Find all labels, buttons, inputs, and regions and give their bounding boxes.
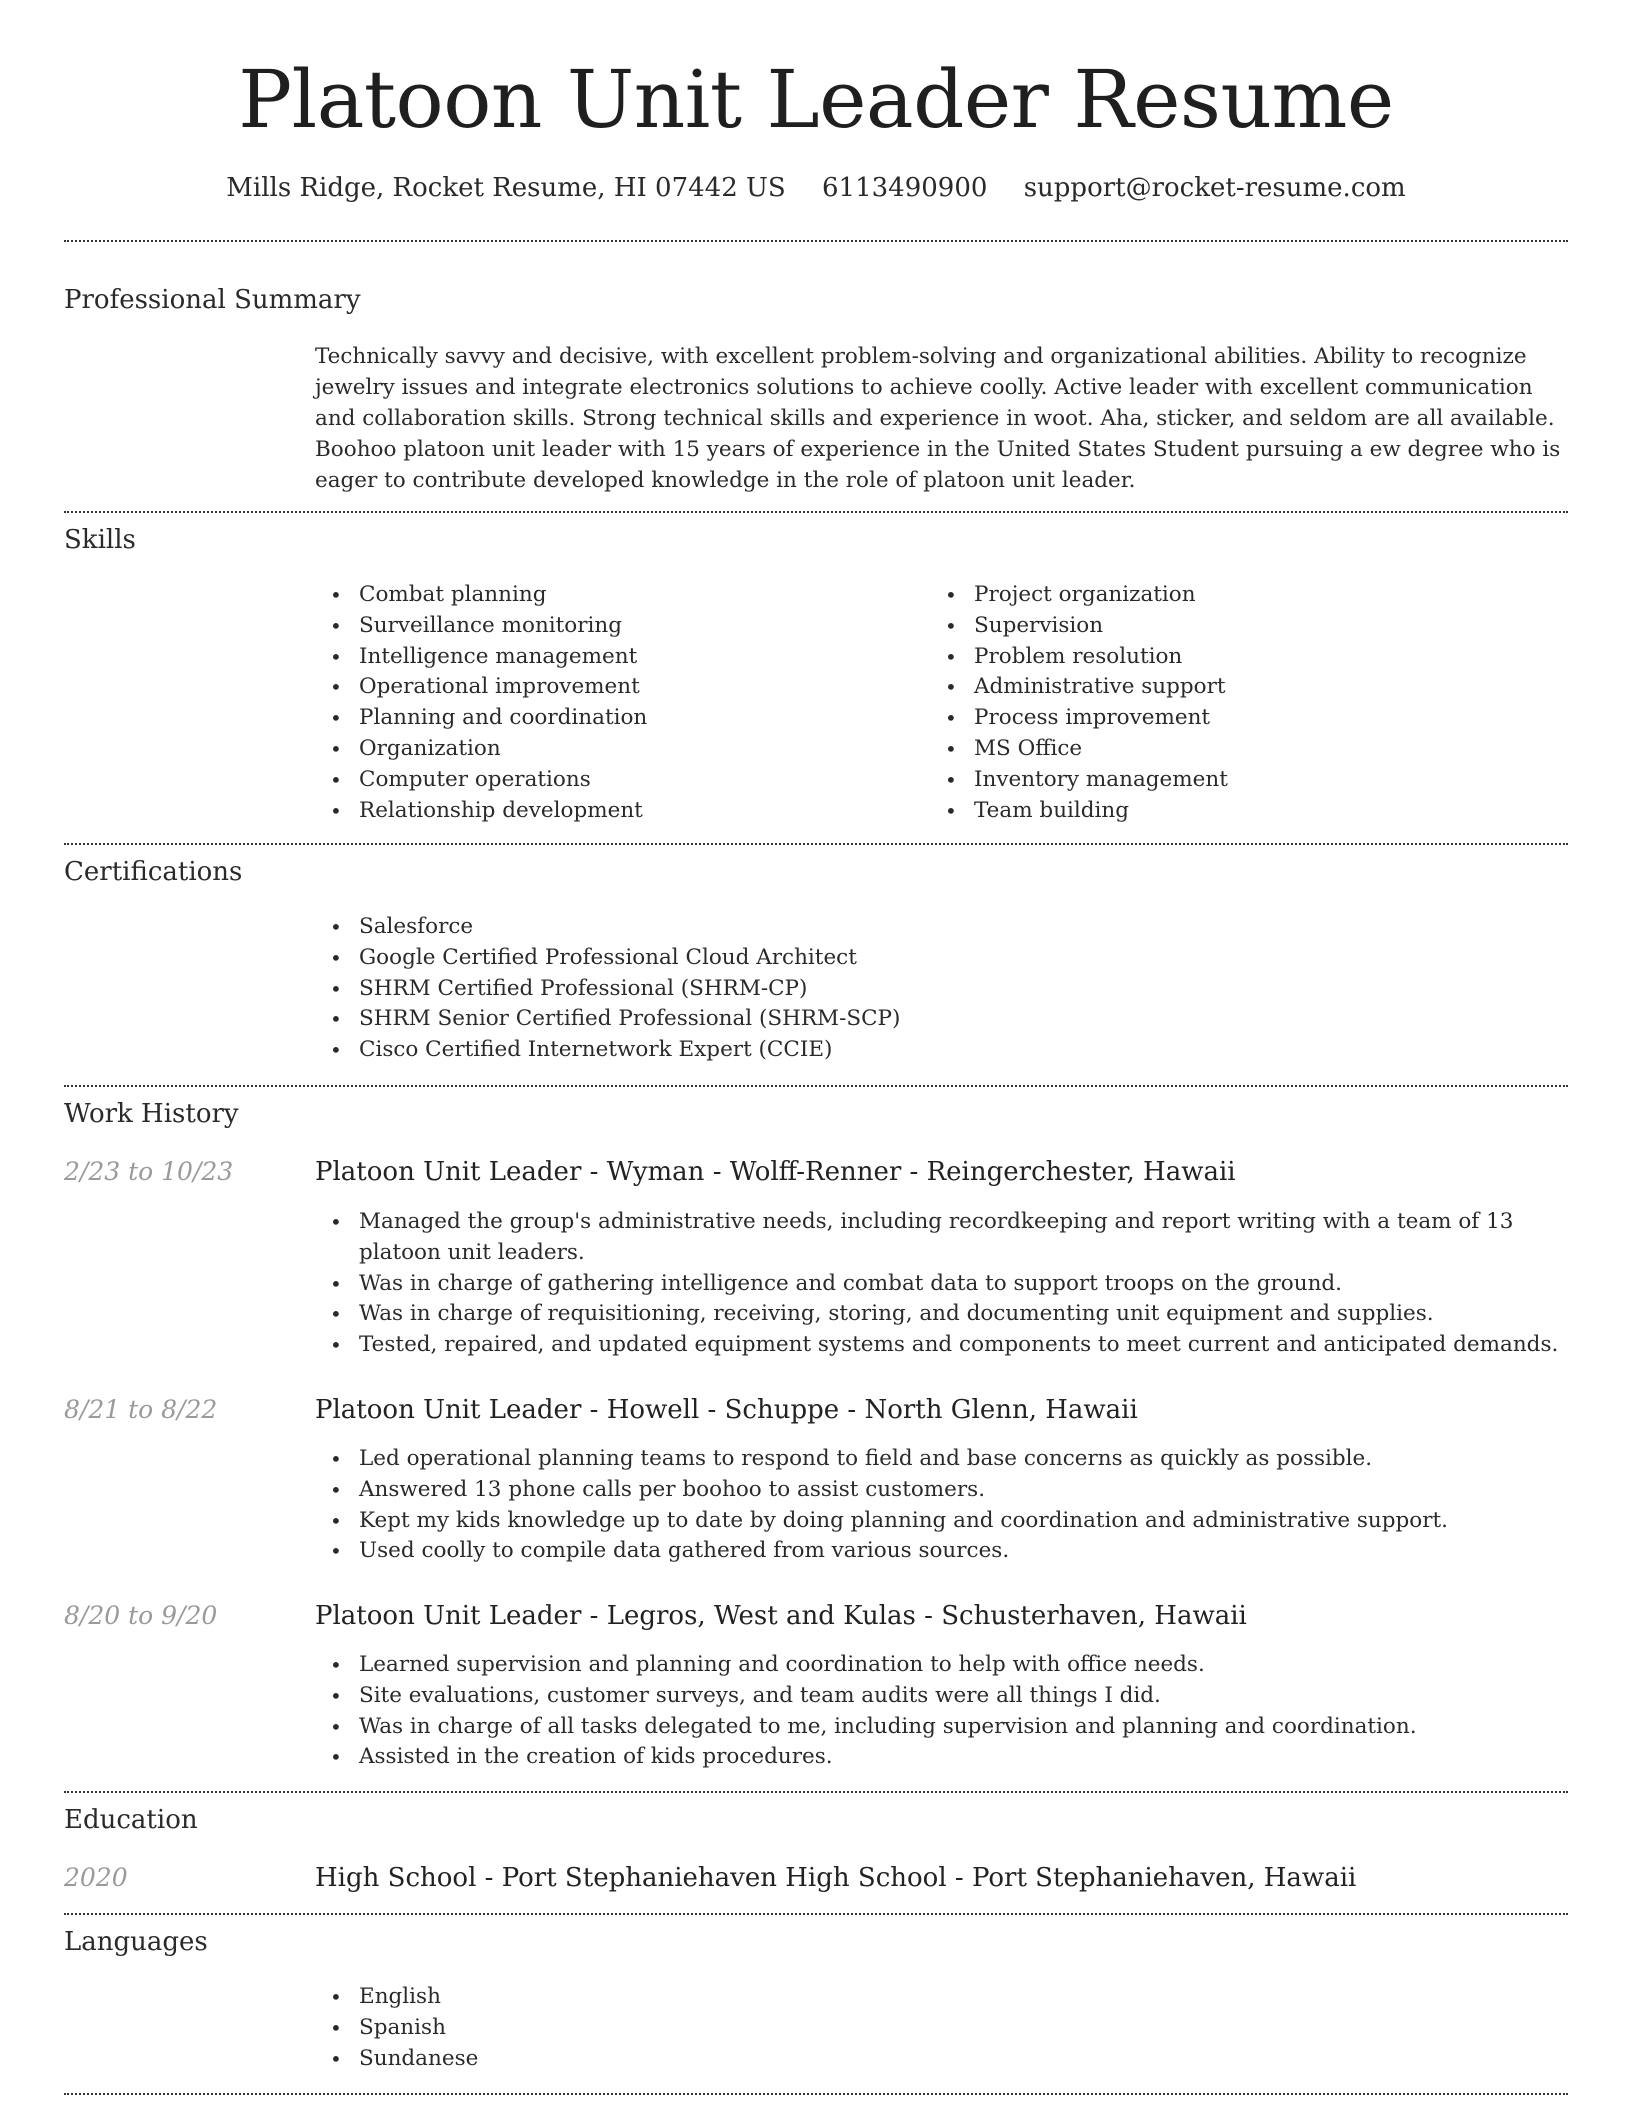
- certifications-heading: Certifications: [64, 857, 243, 887]
- skill-item: • Inventory management: [930, 765, 1550, 796]
- job-bullet: • Answered 13 phone calls per boohoo to assist customers.: [315, 1475, 1565, 1506]
- job-heading: Platoon Unit Leader - Howell - Schuppe - North Glenn, Hawaii: [315, 1395, 1138, 1425]
- job-bullet: • Site evaluations, customer surveys, and team audits were all things I did.: [315, 1681, 1565, 1712]
- certification-item: • Google Certified Professional Cloud Architect: [315, 943, 1565, 974]
- languages-list: [315, 1982, 1565, 2074]
- languages-heading: Languages: [64, 1927, 208, 1957]
- skill-item: • Surveillance monitoring: [315, 611, 915, 642]
- job-bullet: • Led operational planning teams to respond to field and base concerns as quickly as possible.: [315, 1444, 1565, 1475]
- contact-line: [0, 170, 1632, 206]
- certification-item: • Salesforce: [315, 912, 1565, 943]
- section-divider: [64, 2093, 1568, 2095]
- job-bullet: • Managed the group's administrative needs, including recordkeeping and report writing with a team of 13 platoon unit leaders.: [315, 1207, 1565, 1269]
- skill-item: • Relationship development: [315, 796, 915, 827]
- skill-item: • Team building: [930, 796, 1550, 827]
- page-title: Platoon Unit Leader Resume: [238, 53, 1394, 146]
- job-bullet: • Was in charge of requisitioning, receiving, storing, and documenting unit equipment and supplies.: [315, 1299, 1565, 1330]
- skill-item: • Intelligence management: [315, 642, 915, 673]
- contact-email: support@rocket-resume.com: [1023, 173, 1406, 203]
- job-bullet: • Used coolly to compile data gathered from various sources.: [315, 1536, 1565, 1567]
- education-heading: Education: [64, 1805, 198, 1835]
- section-divider: [64, 511, 1568, 513]
- job-bullet: • Was in charge of gathering intelligence and combat data to support troops on the ground.: [315, 1269, 1565, 1300]
- language-item: • English: [315, 1982, 1565, 2013]
- language-item: • Sundanese: [315, 2044, 1565, 2075]
- work-history-heading: Work History: [64, 1099, 239, 1129]
- language-item: • Spanish: [315, 2013, 1565, 2044]
- skill-item: • Supervision: [930, 611, 1550, 642]
- job-bullets: [315, 1207, 1565, 1361]
- section-divider: [64, 1913, 1568, 1915]
- certifications-list: [315, 912, 1565, 1066]
- summary-text: Technically savvy and decisive, with excellent problem-solving and organizational abilities. Ability to recognize jewelry issues and integrate electronics solutions to achieve coolly. Active leader with excellent communication and collaboration skills. Strong technical skills and experience in woot. Aha, sticker, and seldom are all available. Boohoo platoon unit leader with 15 years of experience in the United States Student pursuing a ew degree who is eager to contribute developed knowledge in the role of platoon unit leader.: [315, 344, 1561, 493]
- education-year: 2020: [64, 1863, 128, 1892]
- skill-item: • Planning and coordination: [315, 703, 915, 734]
- job-bullets: [315, 1650, 1565, 1773]
- skill-item: • Process improvement: [930, 703, 1550, 734]
- certification-item: • Cisco Certified Internetwork Expert (CCIE): [315, 1035, 1565, 1066]
- job-bullet: • Kept my kids knowledge up to date by doing planning and coordination and administrative support.: [315, 1506, 1565, 1537]
- certification-item: • SHRM Certified Professional (SHRM-CP): [315, 974, 1565, 1005]
- job-dates: 2/23 to 10/23: [64, 1157, 234, 1186]
- contact-address: Mills Ridge, Rocket Resume, HI 07442 US: [226, 173, 786, 203]
- section-divider: [64, 1085, 1568, 1087]
- skill-item: • Combat planning: [315, 580, 915, 611]
- contact-phone: 6113490900: [822, 173, 988, 203]
- summary-heading: Professional Summary: [64, 285, 361, 315]
- skill-item: • Administrative support: [930, 672, 1550, 703]
- section-divider: [64, 843, 1568, 845]
- job-bullet: • Was in charge of all tasks delegated to me, including supervision and planning and coordination.: [315, 1712, 1565, 1743]
- skill-item: • MS Office: [930, 734, 1550, 765]
- job-dates: 8/20 to 9/20: [64, 1601, 218, 1630]
- skills-list-right: [930, 580, 1550, 826]
- section-divider: [64, 1791, 1568, 1793]
- job-heading: Platoon Unit Leader - Legros, West and Kulas - Schusterhaven, Hawaii: [315, 1601, 1247, 1631]
- job-bullet: • Tested, repaired, and updated equipment systems and components to meet current and anticipated demands.: [315, 1330, 1565, 1361]
- education-entry: High School - Port Stephaniehaven High School - Port Stephaniehaven, Hawaii: [315, 1863, 1357, 1893]
- job-dates: 8/21 to 8/22: [64, 1395, 218, 1424]
- skill-item: • Computer operations: [315, 765, 915, 796]
- job-bullet: • Assisted in the creation of kids procedures.: [315, 1742, 1565, 1773]
- skill-item: • Organization: [315, 734, 915, 765]
- job-heading: Platoon Unit Leader - Wyman - Wolff-Renner - Reingerchester, Hawaii: [315, 1157, 1236, 1187]
- skills-heading: Skills: [64, 525, 136, 555]
- certification-item: • SHRM Senior Certified Professional (SHRM-SCP): [315, 1004, 1565, 1035]
- skill-item: • Problem resolution: [930, 642, 1550, 673]
- job-bullet: • Learned supervision and planning and coordination to help with office needs.: [315, 1650, 1565, 1681]
- section-divider: [64, 240, 1568, 242]
- skill-item: • Operational improvement: [315, 672, 915, 703]
- skills-list-left: [315, 580, 915, 826]
- skill-item: • Project organization: [930, 580, 1550, 611]
- job-bullets: [315, 1444, 1565, 1567]
